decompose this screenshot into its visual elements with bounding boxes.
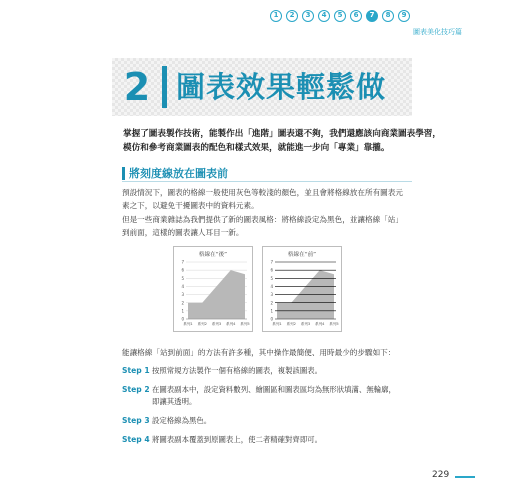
step-list	[122, 365, 432, 453]
x-tick-label: 系列5	[329, 322, 339, 326]
x-tick-label: 系列4	[226, 322, 236, 326]
y-tick-label: 0	[270, 316, 273, 322]
chapter-nav-dot: 4	[318, 10, 330, 22]
y-tick-label: 5	[181, 275, 184, 281]
x-tick-label: 系列1	[272, 322, 282, 326]
chart-svg	[263, 247, 341, 331]
chapter-nav-dot: 7	[366, 10, 378, 22]
chapter-title: 圖表效果輕鬆做	[176, 70, 387, 104]
chart-title: 格線在“後”	[198, 252, 228, 258]
paragraph-line: 但是一些商業雜誌為我們提供了新的圖表風格：將格線設定為黑色，並讓格線「站」	[122, 215, 403, 224]
chapter-nav-dot: 2	[286, 10, 298, 22]
y-tick-label: 0	[181, 316, 184, 322]
heading-rule	[122, 181, 412, 182]
step-line: 即讓其透明。	[152, 397, 197, 406]
chart-svg	[174, 247, 252, 331]
step-4	[122, 434, 432, 446]
paragraph-line: 素之下，以避免干擾圖表中的資料元素。	[122, 201, 259, 210]
chart-gridlines-front	[262, 246, 342, 332]
step-3	[122, 415, 432, 427]
section-heading-text: 將刻度線放在圖表前	[129, 167, 228, 180]
step-line: 按照常規方法製作一個有格線的圖表，複製該圖表。	[152, 366, 322, 375]
x-tick-label: 系列3	[300, 322, 311, 326]
step-line: 在圖表副本中，設定資料數列、繪圖區和圖表區均為無形狀填滿、無輪廓，	[152, 385, 396, 394]
chapter-nav-dot: 3	[302, 10, 314, 22]
chapter-nav-dot: 1	[270, 10, 282, 22]
chapter-nav-dot: 9	[398, 10, 410, 22]
step-line: 將圖表副本覆蓋到原圖表上，使二者精確對齊即可。	[152, 435, 322, 444]
x-tick-label: 系列3	[211, 322, 222, 326]
x-tick-label: 系列2	[197, 322, 207, 326]
step-text	[152, 415, 211, 427]
y-tick-label: 6	[181, 267, 184, 273]
y-tick-label: 6	[270, 267, 273, 273]
step-label: Step 2	[122, 385, 150, 394]
intro-line: 模仿和參考商業圖表的配色和樣式效果，就能進一步向「專業」靠攏。	[123, 143, 390, 153]
y-tick-label: 4	[181, 284, 184, 290]
x-tick-label: 系列4	[315, 322, 325, 326]
step-text	[152, 384, 396, 408]
intro-paragraph	[123, 127, 441, 155]
y-tick-label: 2	[181, 300, 184, 306]
chart-title: 格線在“前”	[287, 252, 317, 258]
chapter-divider	[162, 66, 167, 108]
y-tick-label: 1	[181, 308, 184, 314]
paragraph-line: 到前面，這樣的圖表讓人耳目一新。	[122, 228, 244, 237]
step-text	[152, 365, 322, 377]
step-line: 設定格線為黑色。	[152, 416, 212, 425]
section-label: 圖表美化技巧篇	[413, 28, 462, 36]
y-tick-label: 7	[270, 259, 273, 265]
chapter-nav-dot: 6	[350, 10, 362, 22]
chapter-number: 2	[123, 65, 151, 109]
y-tick-label: 2	[270, 300, 273, 306]
page-number-rule	[455, 476, 475, 478]
body-paragraph-2	[122, 213, 422, 239]
y-tick-label: 1	[270, 308, 273, 314]
steps-lead: 能讓格線「站到前面」的方法有許多種，其中操作最簡便、用時最少的步驟如下：	[122, 348, 396, 357]
chapter-nav	[270, 10, 410, 22]
y-tick-label: 3	[270, 292, 273, 298]
step-label: Step 1	[122, 366, 150, 375]
y-tick-label: 3	[181, 292, 184, 298]
chart-gridlines-behind	[173, 246, 253, 332]
chapter-nav-dot: 8	[382, 10, 394, 22]
step-label: Step 4	[122, 435, 150, 444]
y-tick-label: 7	[181, 259, 184, 265]
step-2	[122, 384, 432, 408]
x-tick-label: 系列5	[240, 322, 250, 326]
body-paragraph-1	[122, 186, 422, 212]
step-text	[152, 434, 322, 446]
x-tick-label: 系列2	[286, 322, 296, 326]
section-heading	[122, 165, 228, 181]
x-tick-label: 系列1	[183, 322, 193, 326]
step-1	[122, 365, 432, 377]
step-label: Step 3	[122, 416, 150, 425]
paragraph-line: 預設情況下，圖表的格線一般使用灰色等較淺的顏色，並且會將格線放在所有圖表元	[122, 188, 403, 197]
page-number: 229	[432, 470, 450, 480]
heading-marker	[122, 167, 125, 180]
y-tick-label: 4	[270, 284, 273, 290]
intro-line: 掌握了圖表製作技術，能製作出「進階」圖表還不夠，我們還應該向商業圖表學習，	[123, 129, 441, 139]
y-tick-label: 5	[270, 275, 273, 281]
chapter-nav-dot: 5	[334, 10, 346, 22]
